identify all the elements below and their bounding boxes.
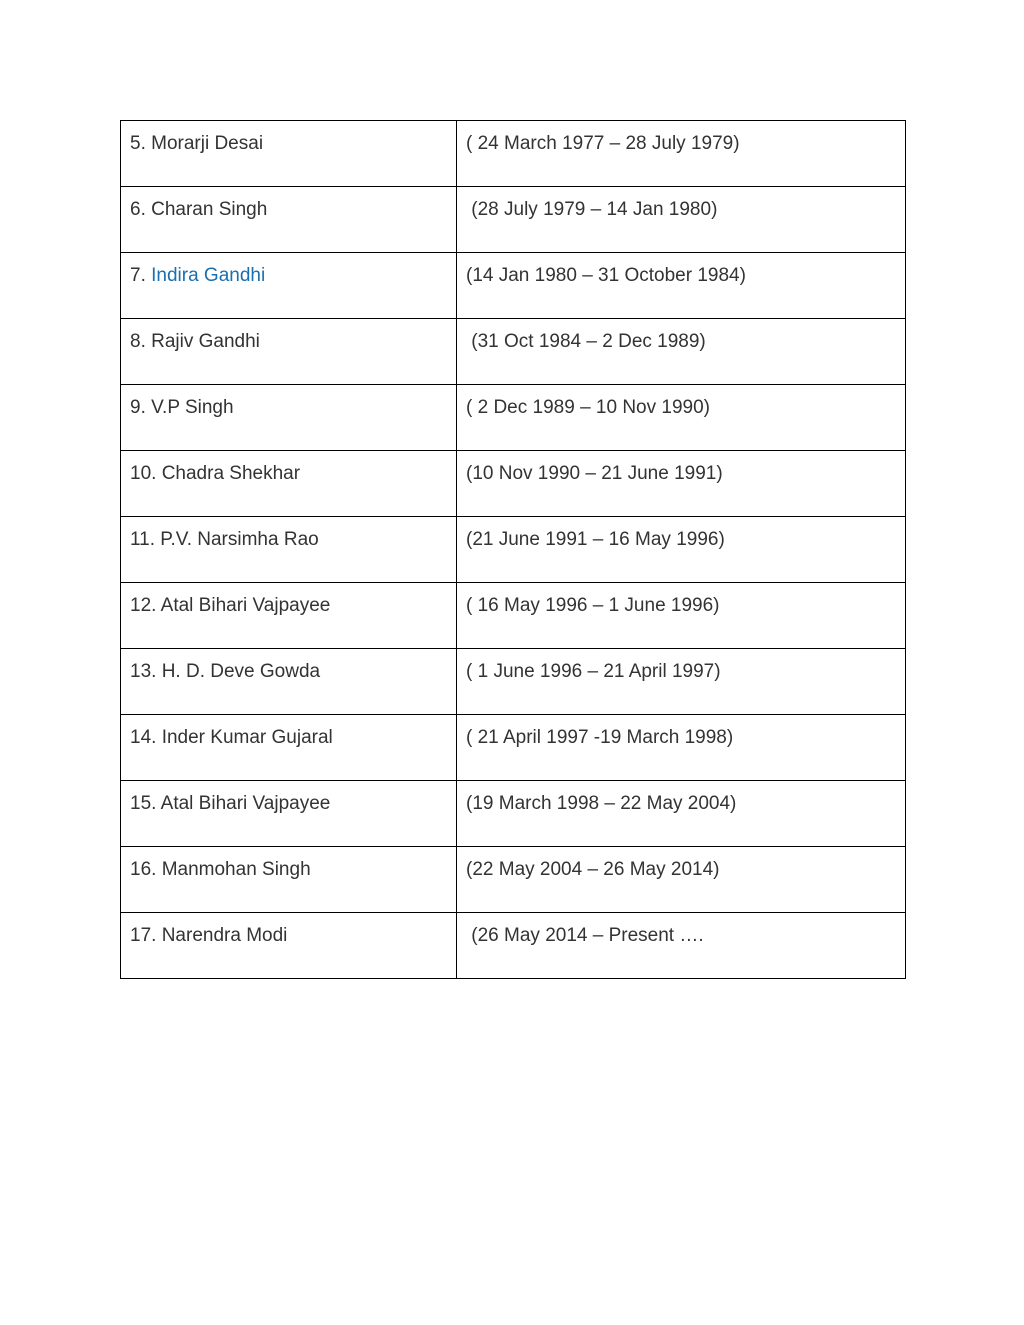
- name-cell: [121, 781, 457, 847]
- pm-name: H. D. Deve Gowda: [161, 661, 321, 682]
- pm-name: Rajiv Gandhi: [151, 331, 260, 352]
- table-row: [121, 385, 906, 451]
- prime-ministers-table: [120, 120, 906, 979]
- row-number: 5.: [130, 133, 152, 154]
- term-cell: [457, 385, 906, 451]
- term-cell: [457, 187, 906, 253]
- term-text: (10 Nov 1990 – 21 June 1991): [466, 463, 723, 484]
- term-text: ( 21 April 1997 -19 March 1998): [466, 727, 734, 748]
- term-cell: [457, 715, 906, 781]
- term-text: (28 July 1979 – 14 Jan 1980): [466, 199, 718, 220]
- term-cell: [457, 121, 906, 187]
- name-cell: [121, 847, 457, 913]
- row-number: 10.: [130, 463, 162, 484]
- term-cell: [457, 649, 906, 715]
- pm-name-link[interactable]: Indira Gandhi: [151, 265, 266, 286]
- term-text: ( 16 May 1996 – 1 June 1996): [466, 595, 720, 616]
- term-text: (22 May 2004 – 26 May 2014): [466, 859, 720, 880]
- name-cell: [121, 385, 457, 451]
- row-number: 17.: [130, 925, 162, 946]
- table-row: [121, 715, 906, 781]
- term-text: (21 June 1991 – 16 May 1996): [466, 529, 725, 550]
- table-row: [121, 649, 906, 715]
- table-row: [121, 913, 906, 979]
- term-cell: [457, 253, 906, 319]
- pm-name: P.V. Narsimha Rao: [160, 529, 319, 550]
- term-cell: [457, 781, 906, 847]
- name-cell: [121, 187, 457, 253]
- table-row: [121, 517, 906, 583]
- row-number: 12.: [130, 595, 161, 616]
- table-row: [121, 451, 906, 517]
- pm-name: Manmohan Singh: [161, 859, 311, 880]
- row-number: 7.: [130, 265, 152, 286]
- pm-name: Morarji Desai: [151, 133, 264, 154]
- pm-name: Atal Bihari Vajpayee: [160, 595, 331, 616]
- pm-name: Charan Singh: [151, 199, 268, 220]
- table-row: [121, 187, 906, 253]
- name-cell: [121, 121, 457, 187]
- term-cell: [457, 913, 906, 979]
- name-cell: [121, 517, 457, 583]
- pm-name: Atal Bihari Vajpayee: [160, 793, 331, 814]
- row-number: 14.: [130, 727, 162, 748]
- term-text: (31 Oct 1984 – 2 Dec 1989): [466, 331, 706, 352]
- term-text: (19 March 1998 – 22 May 2004): [466, 793, 737, 814]
- row-number: 13.: [130, 661, 162, 682]
- term-cell: [457, 517, 906, 583]
- term-cell: [457, 583, 906, 649]
- name-cell: [121, 451, 457, 517]
- term-text: ( 24 March 1977 – 28 July 1979): [466, 133, 740, 154]
- table-row: [121, 781, 906, 847]
- name-cell: [121, 715, 457, 781]
- term-cell: [457, 319, 906, 385]
- term-text: ( 1 June 1996 – 21 April 1997): [466, 661, 721, 682]
- name-cell: [121, 583, 457, 649]
- name-cell: [121, 319, 457, 385]
- pm-name: Narendra Modi: [161, 925, 288, 946]
- table-row: [121, 121, 906, 187]
- row-number: 15.: [130, 793, 161, 814]
- term-text: ( 2 Dec 1989 – 10 Nov 1990): [466, 397, 710, 418]
- term-cell: [457, 451, 906, 517]
- row-number: 9.: [130, 397, 152, 418]
- term-text: (14 Jan 1980 – 31 October 1984): [466, 265, 746, 286]
- table-row: [121, 847, 906, 913]
- name-cell: [121, 913, 457, 979]
- table-row: [121, 583, 906, 649]
- pm-name: Inder Kumar Gujaral: [161, 727, 333, 748]
- term-cell: [457, 847, 906, 913]
- table-row: [121, 319, 906, 385]
- row-number: 8.: [130, 331, 152, 352]
- name-cell: [121, 253, 457, 319]
- term-text: (26 May 2014 – Present ….: [466, 925, 704, 946]
- row-number: 11.: [130, 529, 161, 550]
- row-number: 6.: [130, 199, 152, 220]
- row-number: 16.: [130, 859, 162, 880]
- table-row: [121, 253, 906, 319]
- pm-name: V.P Singh: [151, 397, 234, 418]
- name-cell: [121, 649, 457, 715]
- pm-name: Chadra Shekhar: [161, 463, 301, 484]
- table-body: [121, 121, 906, 979]
